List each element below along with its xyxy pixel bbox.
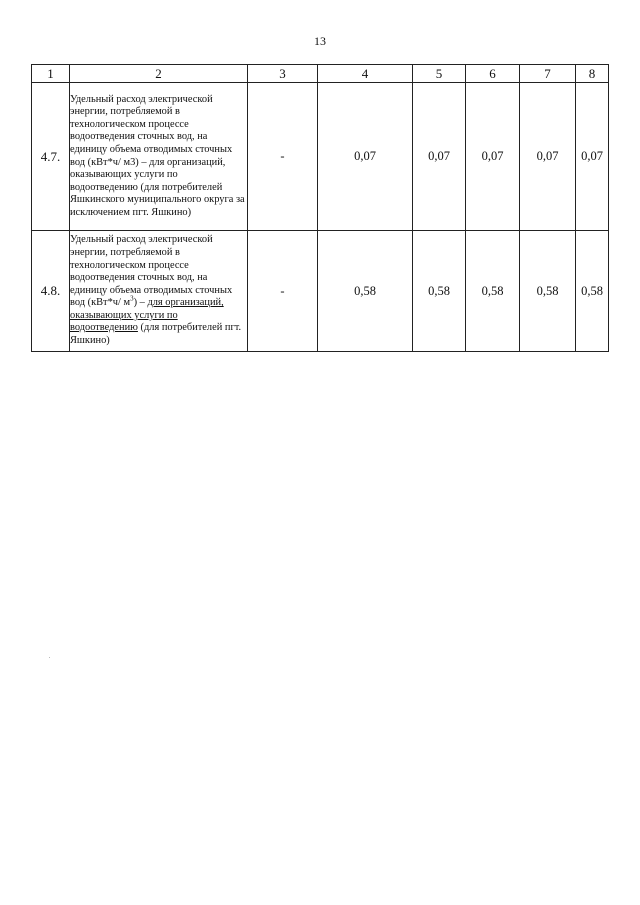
cell-col-7: 0,58	[520, 231, 576, 352]
cell-col-4: 0,58	[318, 231, 413, 352]
row-description-dash: ) –	[133, 297, 148, 309]
superscript-exponent: 3	[130, 294, 134, 303]
data-table	[31, 64, 609, 352]
cell-col-7: 0,07	[520, 83, 576, 231]
cell-col-4: 0,07	[318, 83, 413, 231]
row-description-tail: (для потребителей пгт. Яшкино)	[70, 322, 242, 347]
column-header-4: 4	[318, 65, 413, 83]
cell-col-8: 0,07	[576, 83, 609, 231]
row-number: 4.7.	[32, 83, 70, 231]
underlined-phrase: для организаций, оказывающих услуги по водоотведению	[70, 297, 224, 334]
cell-col-8: 0,58	[576, 231, 609, 352]
row-number: 4.8.	[32, 231, 70, 352]
table-row	[32, 83, 609, 231]
cell-col-3: -	[248, 231, 318, 352]
row-description-text: Удельный расход электрической энергии, потребляемой в технологическом процессе водоотведения сточных вод, на единицу объема отводимых сточных вод (кВт*ч/ м	[70, 234, 233, 309]
cell-col-5: 0,58	[413, 231, 466, 352]
cell-col-6: 0,07	[466, 83, 520, 231]
cell-col-6: 0,58	[466, 231, 520, 352]
row-description	[70, 231, 248, 352]
column-header-5: 5	[413, 65, 466, 83]
column-header-2: 2	[70, 65, 248, 83]
cell-col-5: 0,07	[413, 83, 466, 231]
column-header-3: 3	[248, 65, 318, 83]
header-row	[32, 65, 609, 83]
row-description-text: Удельный расход электрической энергии, потребляемой в технологическом процессе водоотведения сточных вод, на единицу объема отводимых сточных вод (кВт*ч/ м3) – для организаций, оказывающих услуги по водоотведению (для потребителей Яшкинского муниципального округа за исключением пгт. Яшкино)	[70, 93, 245, 218]
column-header-7: 7	[520, 65, 576, 83]
row-description	[70, 83, 248, 231]
column-header-6: 6	[466, 65, 520, 83]
scan-speck	[49, 657, 50, 658]
cell-col-3: -	[248, 83, 318, 231]
table-row	[32, 231, 609, 352]
column-header-1: 1	[32, 65, 70, 83]
page-number: 13	[314, 34, 326, 48]
column-header-8: 8	[576, 65, 609, 83]
